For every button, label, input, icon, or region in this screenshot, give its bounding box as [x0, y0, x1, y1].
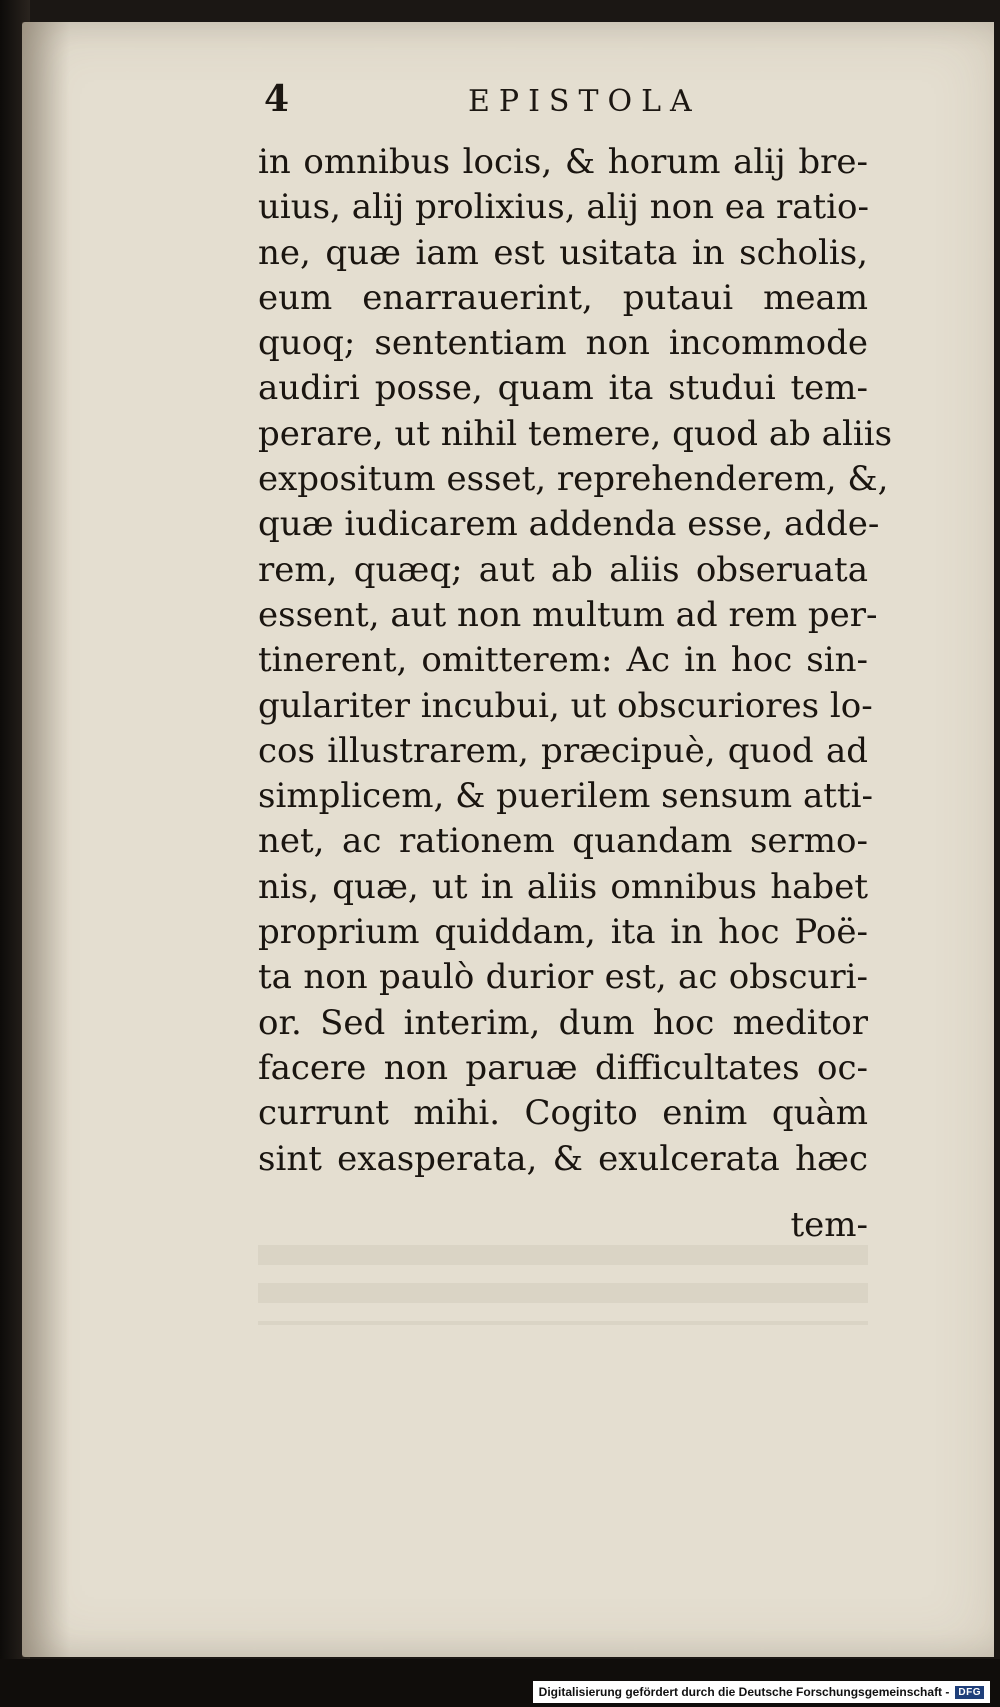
text-line: rem, quæq; aut ab aliis obseruata — [258, 549, 868, 590]
page-gutter — [22, 22, 70, 1657]
catchword: tem- — [790, 1205, 868, 1245]
text-line: expositum esset, reprehenderem, &, — [258, 459, 889, 500]
text-line: currunt mihi. Cogito enim quàm — [258, 1093, 868, 1134]
text-line: ta non paulò durior est, ac obscuri- — [258, 957, 868, 998]
text-line: simplicem, & puerilem sensum atti- — [258, 776, 873, 817]
running-title: EPISTOLA — [468, 84, 701, 119]
text-line: cos illustrarem, præcipuè, quod ad — [258, 730, 868, 771]
digitization-credit — [533, 1681, 990, 1703]
text-line: quæ iudicarem addenda esse, adde- — [258, 504, 880, 545]
text-line: proprium quiddam, ita in hoc Poë- — [258, 912, 868, 953]
text-line: nis, quæ, ut in aliis omnibus habet — [258, 866, 868, 907]
text-line: or. Sed interim, dum hoc meditor — [258, 1002, 868, 1043]
dfg-logo: DFG — [955, 1686, 984, 1699]
text-line: ne, quæ iam est usitata in scholis, — [258, 232, 868, 273]
text-line: in omnibus locis, & horum alij bre- — [258, 142, 868, 182]
page-number: 4 — [264, 78, 290, 120]
text-line: audiri posse, quam ita studui tem- — [258, 368, 868, 409]
credit-text: Digitalisierung gefördert durch die Deutsche Forschungsgemeinschaft - — [538, 1685, 950, 1699]
body-text — [258, 140, 893, 1182]
text-line: perare, ut nihil temere, quod ab aliis — [258, 413, 893, 454]
text-line: quoq; sententiam non incommode — [258, 323, 868, 364]
bleed-through-text — [258, 1245, 868, 1325]
text-line: eum enarrauerint, putaui meam — [258, 277, 868, 318]
text-line: tinerent, omitterem: Ac in hoc sin- — [258, 640, 868, 681]
text-line: sint exasperata, & exulcerata hæc — [258, 1138, 868, 1179]
text-line: uius, alij prolixius, alij non ea ratio- — [258, 187, 870, 228]
text-line: gulariter incubui, ut obscuriores lo- — [258, 685, 873, 726]
page-header — [258, 70, 738, 130]
text-line: facere non paruæ difficultates oc- — [258, 1047, 868, 1088]
text-line: essent, aut non multum ad rem per- — [258, 594, 878, 635]
text-line: net, ac rationem quandam sermo- — [258, 821, 868, 862]
